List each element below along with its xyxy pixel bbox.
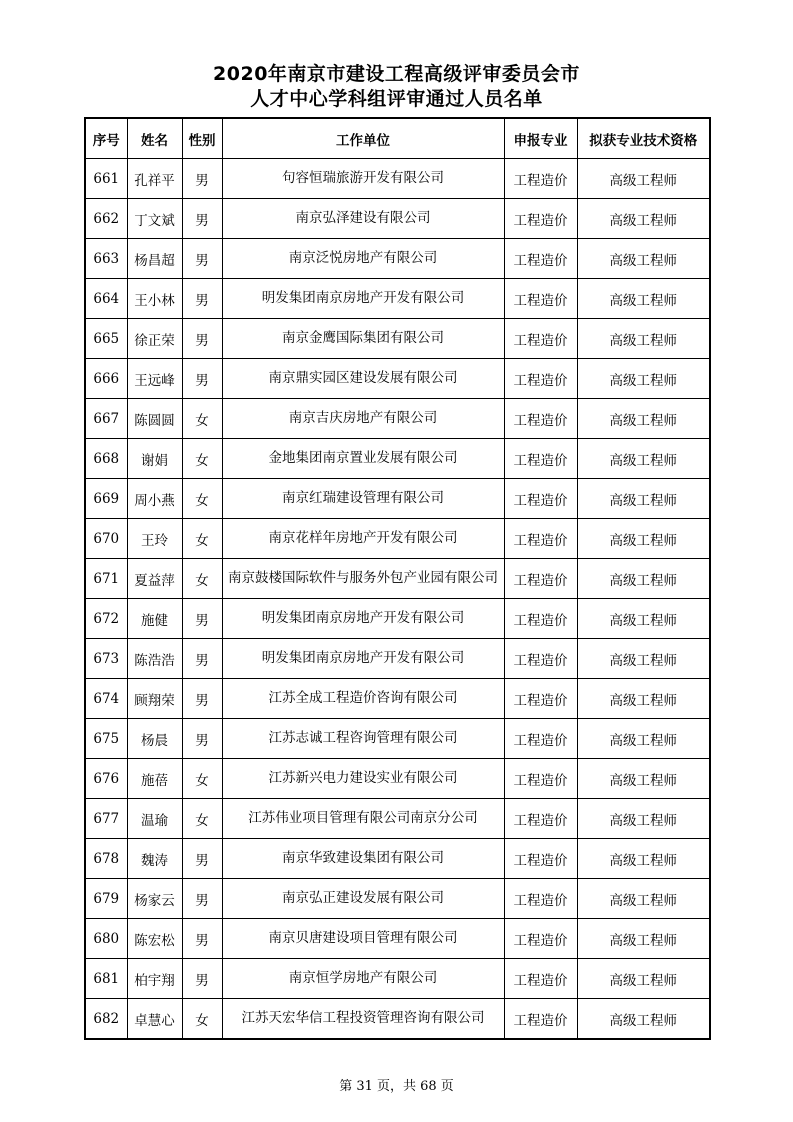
cell-name: 杨晨 — [127, 719, 182, 759]
cell-employer: 南京红瑞建设管理有限公司 — [222, 479, 504, 519]
cell-qualification: 高级工程师 — [577, 959, 710, 999]
cell-name: 柏宇翔 — [127, 959, 182, 999]
cell-qualification: 高级工程师 — [577, 839, 710, 879]
cell-employer: 金地集团南京置业发展有限公司 — [222, 439, 504, 479]
cell-qualification: 高级工程师 — [577, 239, 710, 279]
cell-specialty: 工程造价 — [504, 519, 577, 559]
cell-serial: 665 — [85, 319, 127, 359]
cell-specialty: 工程造价 — [504, 359, 577, 399]
cell-serial: 675 — [85, 719, 127, 759]
table-row — [85, 279, 710, 319]
cell-employer: 江苏新兴电力建设实业有限公司 — [222, 759, 504, 799]
cell-qualification: 高级工程师 — [577, 679, 710, 719]
cell-employer: 南京华致建设集团有限公司 — [222, 839, 504, 879]
table-body — [85, 159, 710, 1040]
cell-gender: 女 — [182, 519, 222, 559]
cell-qualification: 高级工程师 — [577, 799, 710, 839]
cell-serial: 680 — [85, 919, 127, 959]
cell-name: 陈圆圆 — [127, 399, 182, 439]
cell-employer: 南京泛悦房地产有限公司 — [222, 239, 504, 279]
header-specialty: 申报专业 — [504, 118, 577, 159]
table-row — [85, 999, 710, 1040]
cell-serial: 669 — [85, 479, 127, 519]
cell-qualification: 高级工程师 — [577, 159, 710, 199]
cell-specialty: 工程造价 — [504, 559, 577, 599]
cell-employer: 句容恒瑞旅游开发有限公司 — [222, 159, 504, 199]
cell-qualification: 高级工程师 — [577, 879, 710, 919]
table-row — [85, 359, 710, 399]
cell-serial: 677 — [85, 799, 127, 839]
cell-serial: 664 — [85, 279, 127, 319]
table-row — [85, 919, 710, 959]
cell-serial: 670 — [85, 519, 127, 559]
cell-name: 温瑜 — [127, 799, 182, 839]
header-qualification: 拟获专业技术资格 — [577, 118, 710, 159]
cell-name: 王玲 — [127, 519, 182, 559]
table-row — [85, 679, 710, 719]
cell-employer: 南京恒学房地产有限公司 — [222, 959, 504, 999]
cell-employer: 南京金鹰国际集团有限公司 — [222, 319, 504, 359]
cell-specialty: 工程造价 — [504, 159, 577, 199]
cell-qualification: 高级工程师 — [577, 639, 710, 679]
cell-employer: 明发集团南京房地产开发有限公司 — [222, 639, 504, 679]
cell-name: 施健 — [127, 599, 182, 639]
cell-gender: 男 — [182, 639, 222, 679]
cell-gender: 男 — [182, 679, 222, 719]
cell-name: 谢娟 — [127, 439, 182, 479]
cell-serial: 668 — [85, 439, 127, 479]
cell-specialty: 工程造价 — [504, 919, 577, 959]
cell-serial: 662 — [85, 199, 127, 239]
cell-qualification: 高级工程师 — [577, 199, 710, 239]
cell-name: 杨家云 — [127, 879, 182, 919]
table-row — [85, 199, 710, 239]
cell-name: 顾翔荣 — [127, 679, 182, 719]
cell-serial: 673 — [85, 639, 127, 679]
table-row — [85, 599, 710, 639]
cell-qualification: 高级工程师 — [577, 519, 710, 559]
cell-serial: 666 — [85, 359, 127, 399]
cell-gender: 女 — [182, 799, 222, 839]
table-row — [85, 439, 710, 479]
cell-specialty: 工程造价 — [504, 439, 577, 479]
cell-qualification: 高级工程师 — [577, 479, 710, 519]
cell-gender: 女 — [182, 759, 222, 799]
cell-qualification: 高级工程师 — [577, 599, 710, 639]
cell-name: 魏涛 — [127, 839, 182, 879]
cell-gender: 男 — [182, 279, 222, 319]
cell-serial: 674 — [85, 679, 127, 719]
cell-name: 杨昌超 — [127, 239, 182, 279]
table-row — [85, 879, 710, 919]
cell-gender: 男 — [182, 839, 222, 879]
table-row — [85, 839, 710, 879]
cell-specialty: 工程造价 — [504, 879, 577, 919]
cell-serial: 661 — [85, 159, 127, 199]
cell-name: 陈宏松 — [127, 919, 182, 959]
cell-name: 周小燕 — [127, 479, 182, 519]
header-gender: 性别 — [182, 118, 222, 159]
header-name: 姓名 — [127, 118, 182, 159]
cell-serial: 682 — [85, 999, 127, 1040]
cell-employer: 江苏志诚工程咨询管理有限公司 — [222, 719, 504, 759]
table-header-row — [85, 118, 710, 159]
table-row — [85, 759, 710, 799]
cell-specialty: 工程造价 — [504, 759, 577, 799]
cell-specialty: 工程造价 — [504, 239, 577, 279]
cell-qualification: 高级工程师 — [577, 919, 710, 959]
cell-gender: 男 — [182, 239, 222, 279]
cell-specialty: 工程造价 — [504, 639, 577, 679]
table-row — [85, 519, 710, 559]
table-row — [85, 559, 710, 599]
cell-name: 卓慧心 — [127, 999, 182, 1040]
cell-qualification: 高级工程师 — [577, 719, 710, 759]
cell-gender: 女 — [182, 999, 222, 1040]
cell-qualification: 高级工程师 — [577, 399, 710, 439]
cell-gender: 男 — [182, 879, 222, 919]
cell-serial: 663 — [85, 239, 127, 279]
cell-qualification: 高级工程师 — [577, 319, 710, 359]
cell-specialty: 工程造价 — [504, 319, 577, 359]
cell-name: 王小林 — [127, 279, 182, 319]
personnel-table — [84, 117, 711, 1040]
cell-name: 陈浩浩 — [127, 639, 182, 679]
cell-name: 夏益萍 — [127, 559, 182, 599]
cell-employer: 南京弘泽建设有限公司 — [222, 199, 504, 239]
cell-specialty: 工程造价 — [504, 839, 577, 879]
cell-specialty: 工程造价 — [504, 479, 577, 519]
cell-employer: 南京弘正建设发展有限公司 — [222, 879, 504, 919]
cell-specialty: 工程造价 — [504, 959, 577, 999]
cell-specialty: 工程造价 — [504, 199, 577, 239]
header-serial: 序号 — [85, 118, 127, 159]
cell-serial: 667 — [85, 399, 127, 439]
cell-gender: 女 — [182, 559, 222, 599]
cell-serial: 676 — [85, 759, 127, 799]
cell-gender: 男 — [182, 319, 222, 359]
cell-employer: 江苏天宏华信工程投资管理咨询有限公司 — [222, 999, 504, 1040]
cell-name: 孔祥平 — [127, 159, 182, 199]
cell-serial: 678 — [85, 839, 127, 879]
cell-employer: 南京贝唐建设项目管理有限公司 — [222, 919, 504, 959]
cell-name: 王远峰 — [127, 359, 182, 399]
cell-gender: 女 — [182, 399, 222, 439]
cell-qualification: 高级工程师 — [577, 559, 710, 599]
cell-serial: 672 — [85, 599, 127, 639]
cell-qualification: 高级工程师 — [577, 759, 710, 799]
cell-specialty: 工程造价 — [504, 999, 577, 1040]
cell-employer: 明发集团南京房地产开发有限公司 — [222, 599, 504, 639]
cell-gender: 女 — [182, 479, 222, 519]
cell-gender: 男 — [182, 359, 222, 399]
cell-specialty: 工程造价 — [504, 399, 577, 439]
cell-gender: 男 — [182, 599, 222, 639]
cell-employer: 江苏全成工程造价咨询有限公司 — [222, 679, 504, 719]
cell-employer: 南京吉庆房地产有限公司 — [222, 399, 504, 439]
cell-qualification: 高级工程师 — [577, 279, 710, 319]
cell-serial: 679 — [85, 879, 127, 919]
cell-gender: 男 — [182, 159, 222, 199]
table-row — [85, 719, 710, 759]
document-title-line-1: 2020年南京市建设工程高级评审委员会市 — [213, 63, 580, 85]
cell-gender: 男 — [182, 719, 222, 759]
cell-specialty: 工程造价 — [504, 799, 577, 839]
header-employer: 工作单位 — [222, 118, 504, 159]
cell-employer: 明发集团南京房地产开发有限公司 — [222, 279, 504, 319]
table-row — [85, 639, 710, 679]
table-row — [85, 159, 710, 199]
cell-gender: 女 — [182, 439, 222, 479]
cell-specialty: 工程造价 — [504, 719, 577, 759]
cell-name: 施蓓 — [127, 759, 182, 799]
table-row — [85, 239, 710, 279]
cell-serial: 671 — [85, 559, 127, 599]
cell-employer: 南京花样年房地产开发有限公司 — [222, 519, 504, 559]
table-row — [85, 959, 710, 999]
cell-serial: 681 — [85, 959, 127, 999]
cell-employer: 南京鼎实园区建设发展有限公司 — [222, 359, 504, 399]
cell-qualification: 高级工程师 — [577, 439, 710, 479]
cell-gender: 男 — [182, 199, 222, 239]
cell-gender: 男 — [182, 919, 222, 959]
document-title-line-2: 人才中心学科组评审通过人员名单 — [250, 88, 543, 110]
table-row — [85, 399, 710, 439]
cell-specialty: 工程造价 — [504, 599, 577, 639]
cell-gender: 男 — [182, 959, 222, 999]
page-footer: 第 31 页，共 68 页 — [339, 1079, 454, 1094]
cell-qualification: 高级工程师 — [577, 999, 710, 1040]
cell-name: 徐正荣 — [127, 319, 182, 359]
cell-specialty: 工程造价 — [504, 279, 577, 319]
cell-employer: 南京鼓楼国际软件与服务外包产业园有限公司 — [222, 559, 504, 599]
table-row — [85, 319, 710, 359]
cell-employer: 江苏伟业项目管理有限公司南京分公司 — [222, 799, 504, 839]
cell-name: 丁文斌 — [127, 199, 182, 239]
table-row — [85, 799, 710, 839]
cell-qualification: 高级工程师 — [577, 359, 710, 399]
cell-specialty: 工程造价 — [504, 679, 577, 719]
table-row — [85, 479, 710, 519]
